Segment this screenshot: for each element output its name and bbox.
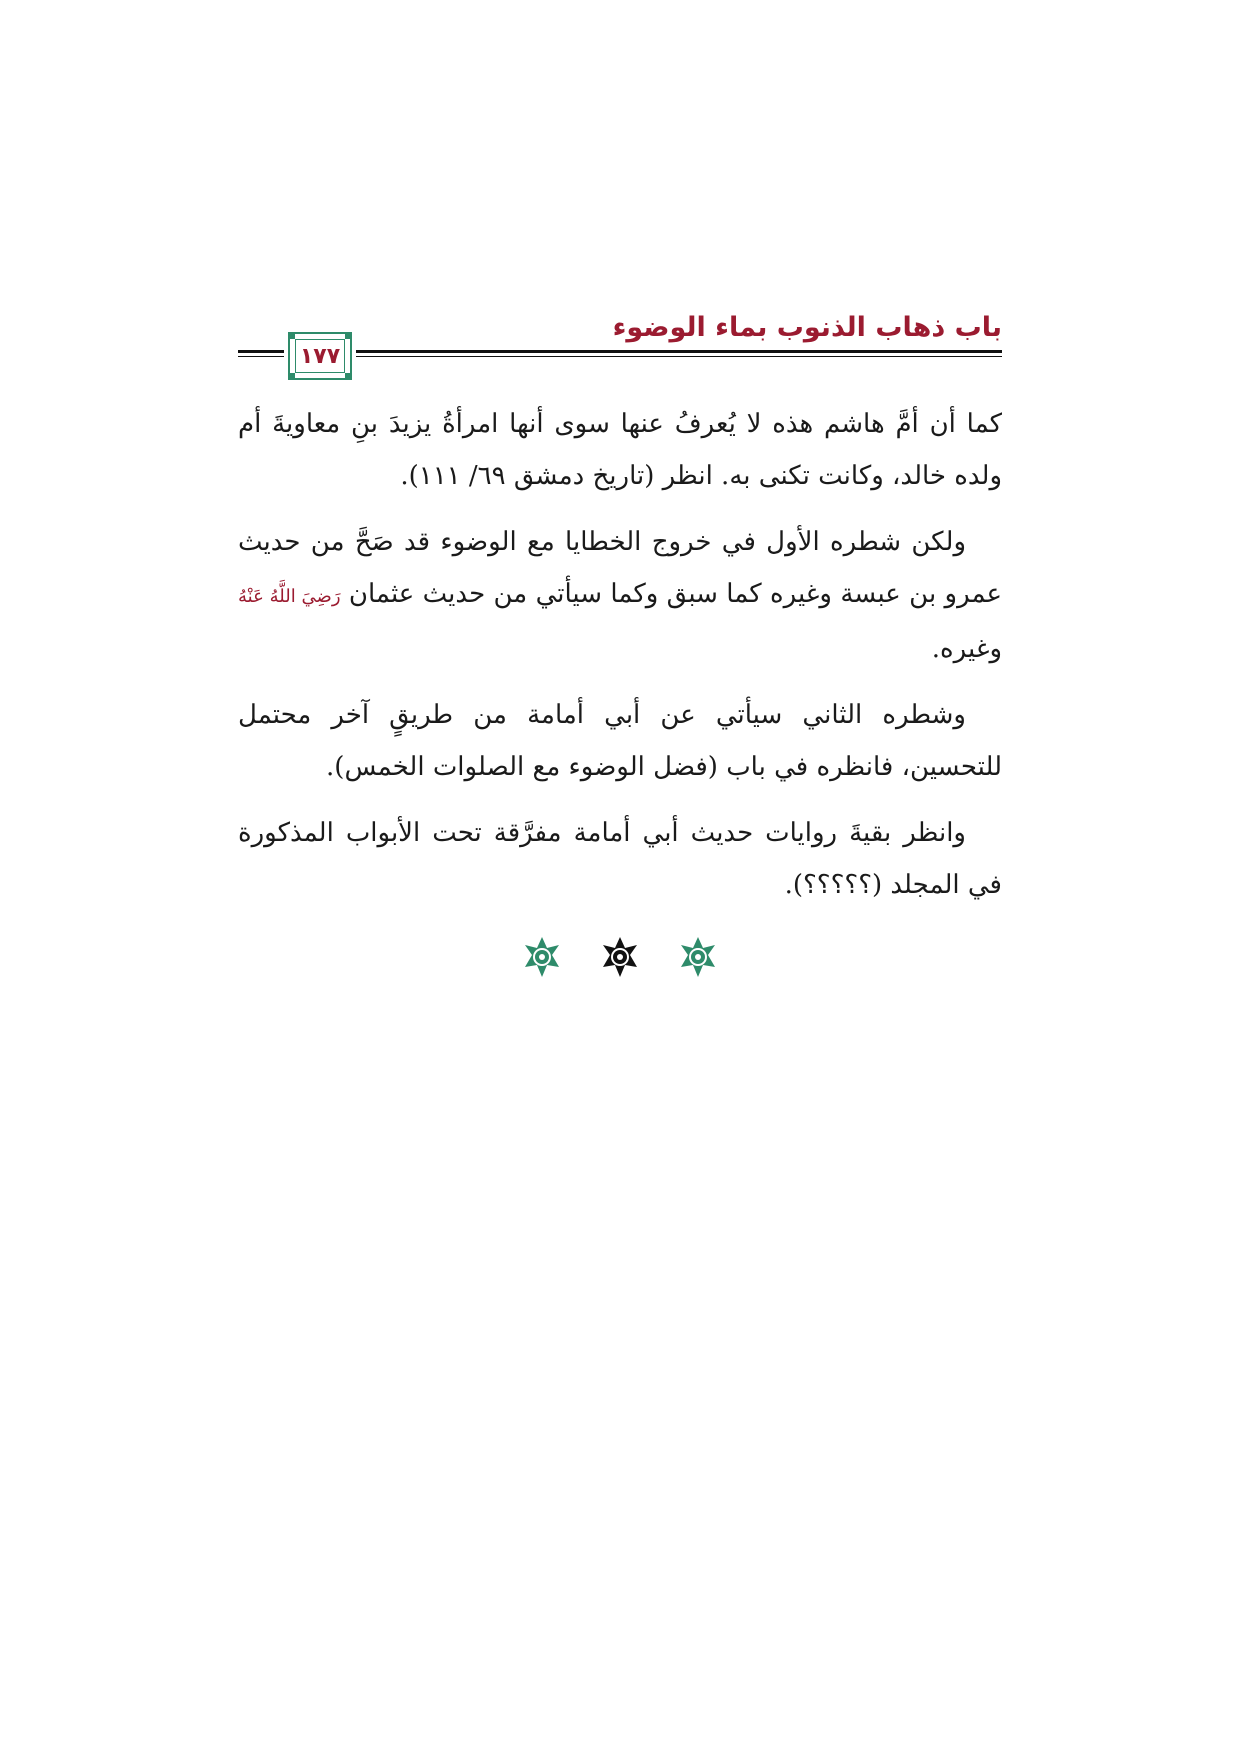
paragraph: وانظر بقيةَ روايات حديث أبي أمامة مفرَّقة تحت الأبواب المذكورة في المجلد (؟؟؟؟؟). <box>238 818 1002 900</box>
header-rule-right-bottom <box>356 356 1002 357</box>
paragraph-text: ولكن شطره الأول في خروج الخطايا مع الوضوء قد صَحَّ من حديث عمرو بن عبسة وغيره كما سبق وكما سيأتي من حديث عثمان <box>238 527 1002 609</box>
paragraph-tail: وغيره. <box>931 634 1002 664</box>
page-number-frame <box>288 332 352 380</box>
page-number: ١٧٧ <box>299 343 341 369</box>
header-rule-left-top <box>238 350 284 353</box>
paragraph: وشطره الثاني سيأتي عن أبي أمامة من طريقٍ آخر محتمل للتحسين، فانظره في باب (فضل الوضوء مع الصلوات الخمس). <box>238 700 1002 782</box>
paragraph: كما أن أمَّ هاشم هذه لا يُعرفُ عنها سوى أنها امرأةُ يزيدَ بنِ معاويةَ أم ولده خالد، وكانت تكنى به. انظر (تاريخ دمشق ٦٩/ ١١١). <box>238 409 1002 491</box>
body-text <box>238 398 1002 925</box>
header-rule-right-top <box>356 350 1002 353</box>
header-rule-left-bottom <box>238 356 284 357</box>
star-rosette-green-icon <box>520 935 564 979</box>
star-rosette-green-icon <box>676 935 720 979</box>
honorific-glyph: رَضِيَ اللَّهُ عَنْهُ <box>238 586 341 607</box>
paragraph <box>238 516 1002 675</box>
chapter-title: باب ذهاب الذنوب بماء الوضوء <box>612 312 1002 343</box>
star-rosette-black-icon <box>598 935 642 979</box>
section-end-ornaments <box>520 932 720 982</box>
